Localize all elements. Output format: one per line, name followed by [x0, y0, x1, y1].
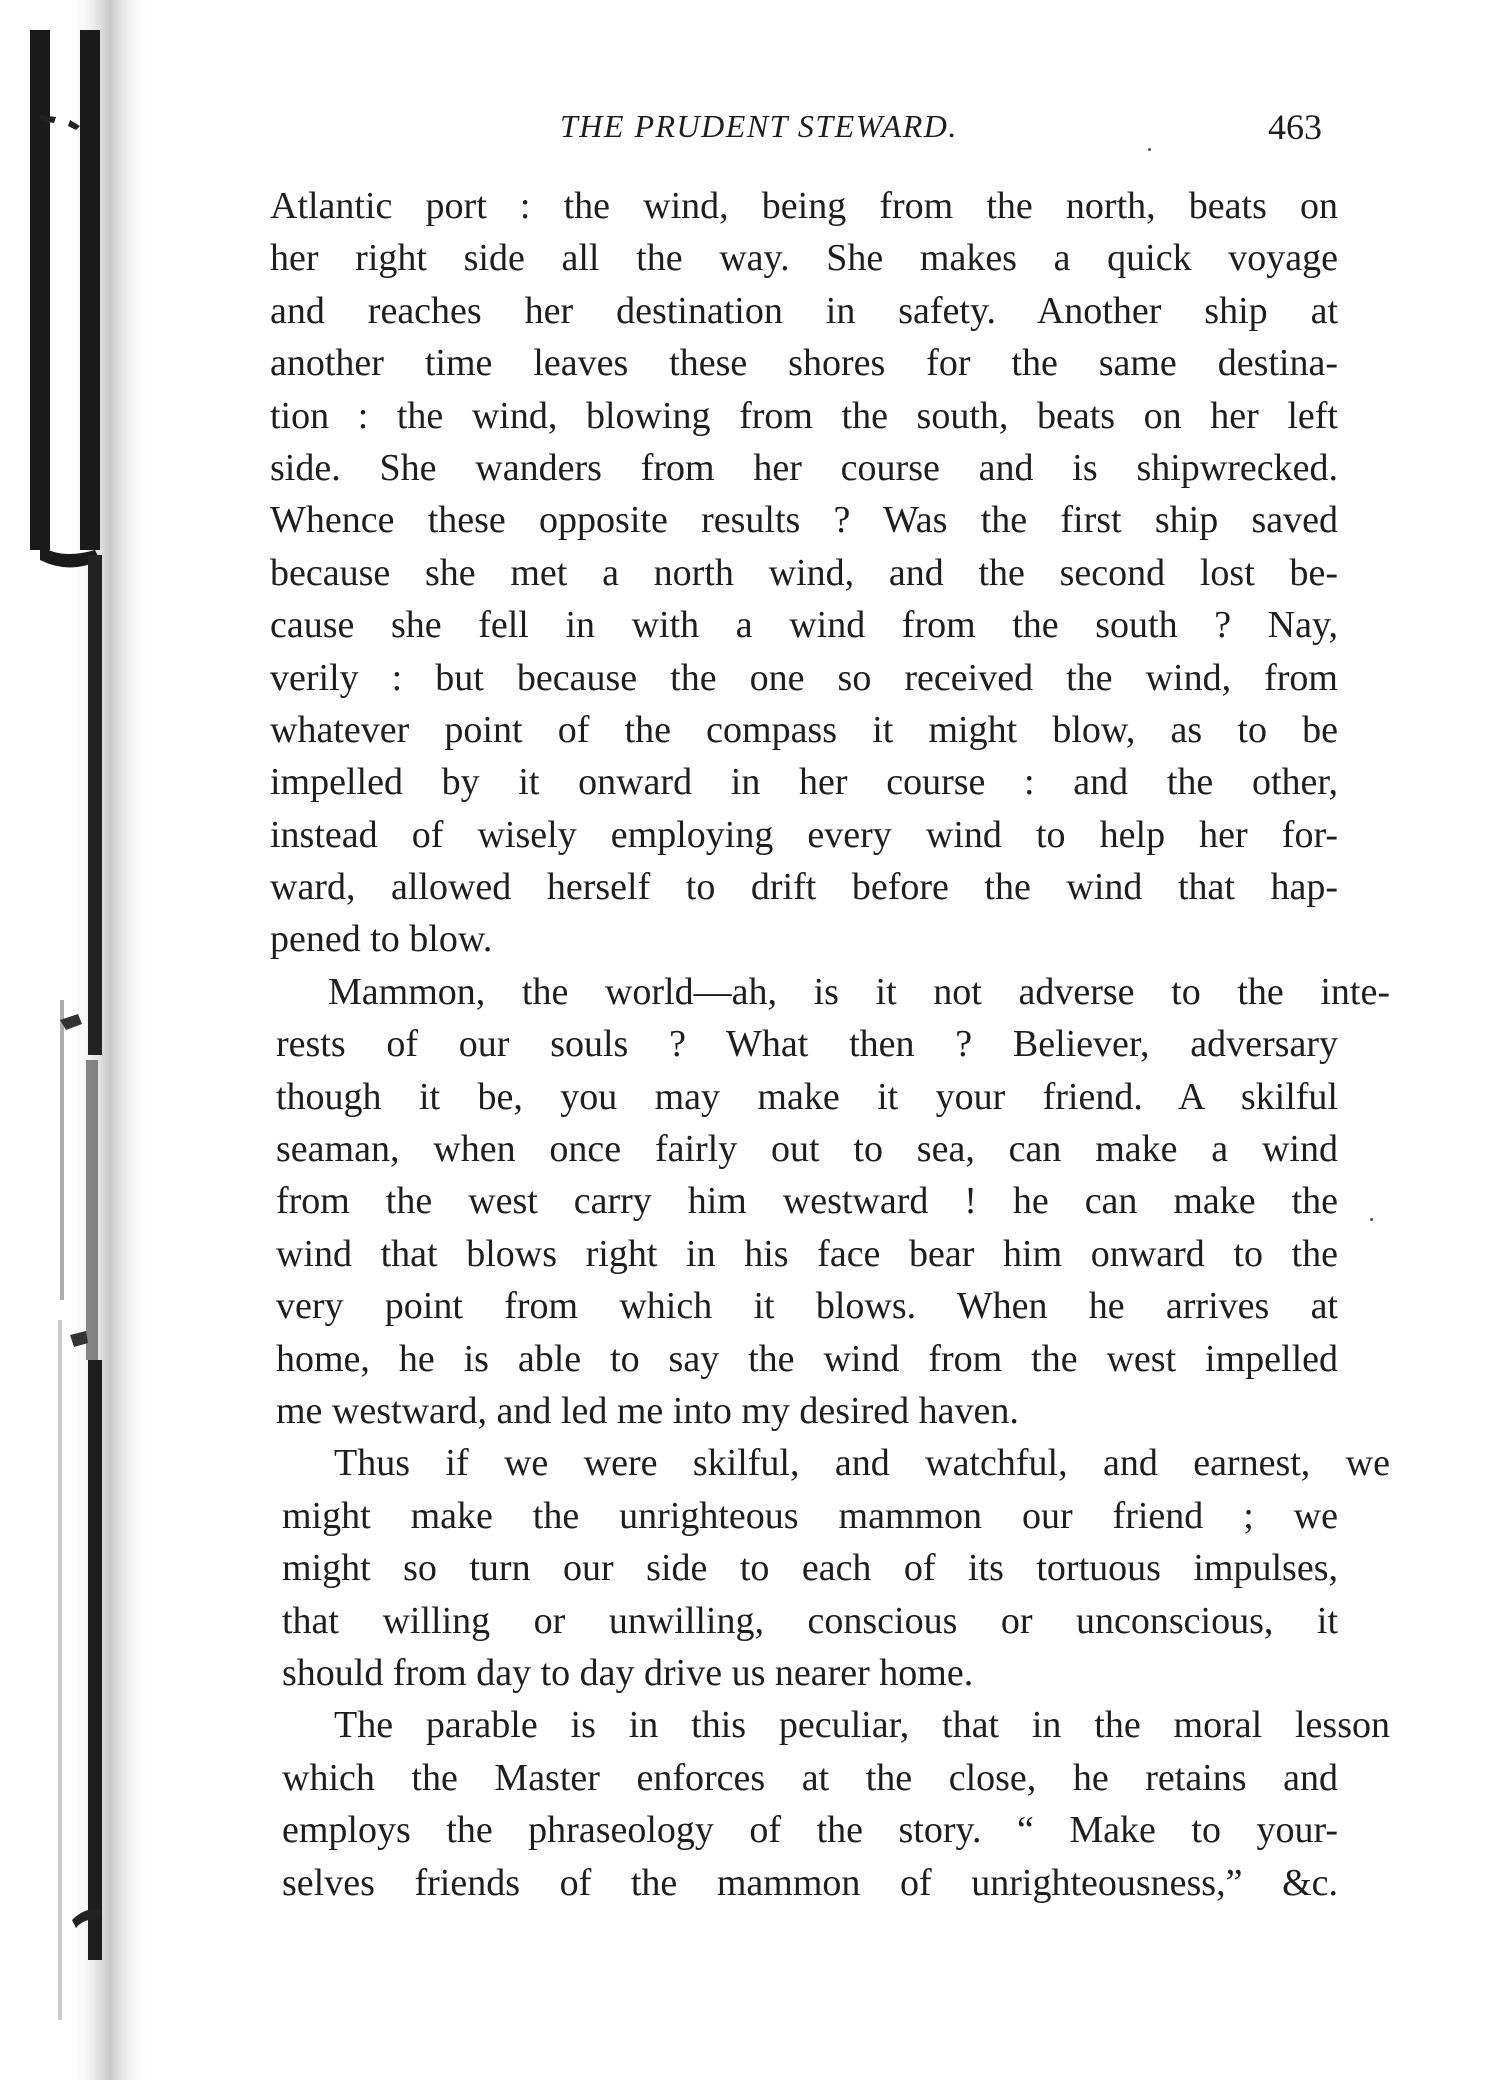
text-line: because she met a north wind, and the second lost be-	[270, 551, 1338, 594]
text-line: wind that blows right in his face bear him onward to the	[276, 1232, 1338, 1275]
binding-edge-artwork	[0, 0, 150, 2080]
text-line: selves friends of the mammon of unrighteousness,” &c.	[282, 1861, 1338, 1904]
text-line: which the Master enforces at the close, he retains and	[282, 1756, 1338, 1799]
text-line: Mammon, the world—ah, is it not adverse to the inte-	[328, 970, 1390, 1013]
paragraph	[270, 180, 1338, 966]
page-number: 463	[1268, 107, 1322, 147]
text-line: might so turn our side to each of its tortuous impulses,	[282, 1547, 1338, 1590]
text-line: Thus if we were skilful, and watchful, and earnest, we	[334, 1442, 1390, 1485]
text-line: seaman, when once fairly out to sea, can make a wind	[276, 1128, 1338, 1171]
text-line: pened to blow.	[270, 918, 493, 961]
text-line: from the west carry him westward ! he can make the	[276, 1180, 1338, 1223]
text-line: that willing or unwilling, conscious or unconscious, it	[282, 1599, 1338, 1642]
text-line: home, he is able to say the wind from the west impelled	[276, 1337, 1338, 1380]
text-line: might make the unrighteous mammon our friend ; we	[282, 1494, 1338, 1537]
text-line: whatever point of the compass it might blow, as to be	[270, 708, 1338, 751]
running-title: THE PRUDENT STEWARD.	[560, 108, 958, 144]
text-line: Whence these opposite results ? Was the first ship saved	[270, 499, 1338, 542]
text-line: impelled by it onward in her course : and the other,	[270, 761, 1338, 804]
page-header	[270, 108, 1338, 158]
paragraph	[270, 966, 1390, 1438]
text-line: should from day to day drive us nearer home.	[282, 1651, 974, 1694]
binding-gutter	[0, 0, 150, 2080]
text-line: Atlantic port : the wind, being from the north, beats on	[270, 185, 1338, 227]
text-line: verily : but because the one so received the wind, from	[270, 656, 1338, 699]
text-line: very point from which it blows. When he arrives at	[276, 1285, 1338, 1328]
text-line: employs the phraseology of the story. “ Make to your-	[282, 1809, 1338, 1852]
print-speck	[1370, 1218, 1373, 1221]
text-line: The parable is in this peculiar, that in the moral lesson	[334, 1704, 1390, 1747]
text-line: cause she fell in with a wind from the south ? Nay,	[270, 604, 1338, 647]
text-line: me westward, and led me into my desired haven.	[276, 1389, 1019, 1432]
text-line: ward, allowed herself to drift before the wind that hap-	[270, 866, 1338, 909]
text-line: tion : the wind, blowing from the south, beats on her left	[270, 394, 1338, 437]
text-line: and reaches her destination in safety. Another ship at	[270, 289, 1338, 332]
text-line: another time leaves these shores for the same destina-	[270, 342, 1338, 385]
text-line: her right side all the way. She makes a quick voyage	[270, 237, 1338, 280]
text-line: rests of our souls ? What then ? Believer, adversary	[276, 1023, 1338, 1066]
text-line: though it be, you may make it your friend. A skilful	[276, 1075, 1338, 1118]
paragraph	[270, 1437, 1390, 1699]
text-line: instead of wisely employing every wind to help her for-	[270, 813, 1338, 856]
body-text	[270, 180, 1390, 1909]
paragraph	[270, 1699, 1390, 1909]
text-line: side. She wanders from her course and is shipwrecked.	[270, 446, 1338, 489]
